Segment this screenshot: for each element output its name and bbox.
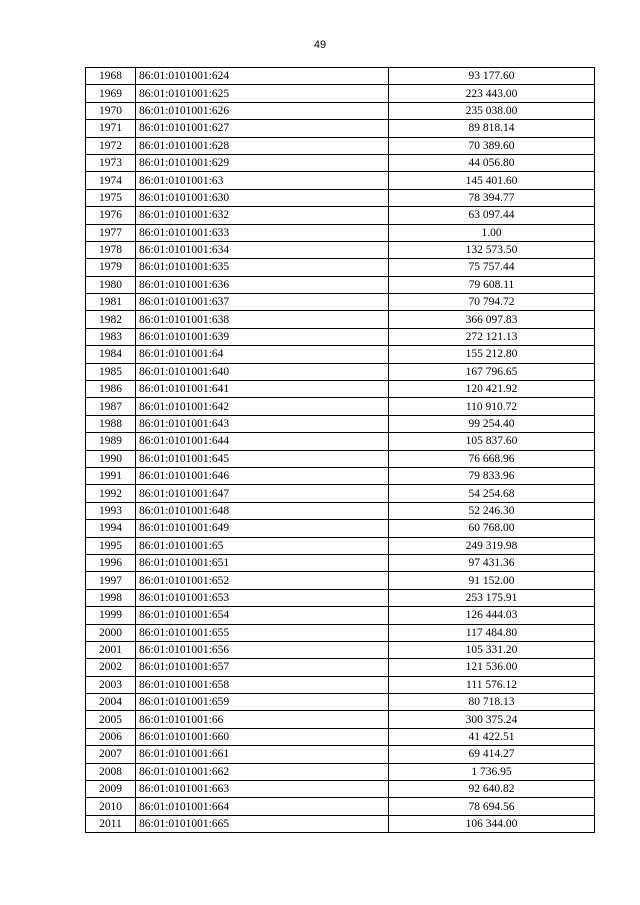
table-row xyxy=(86,520,595,537)
row-number: 2000 xyxy=(86,624,136,641)
row-number: 1980 xyxy=(86,276,136,293)
table-row xyxy=(86,659,595,676)
cadastral-number: 86:01:0101001:649 xyxy=(136,520,389,537)
cadastral-value-table xyxy=(85,67,595,833)
table-row xyxy=(86,485,595,502)
row-number: 2007 xyxy=(86,746,136,763)
cadastral-number: 86:01:0101001:627 xyxy=(136,120,389,137)
cadastral-value: 105 837.60 xyxy=(389,433,595,450)
row-number: 1969 xyxy=(86,85,136,102)
cadastral-number: 86:01:0101001:665 xyxy=(136,815,389,832)
cadastral-number: 86:01:0101001:644 xyxy=(136,433,389,450)
cadastral-number: 86:01:0101001:63 xyxy=(136,172,389,189)
table-row xyxy=(86,572,595,589)
cadastral-number: 86:01:0101001:645 xyxy=(136,450,389,467)
cadastral-number: 86:01:0101001:657 xyxy=(136,659,389,676)
row-number: 1988 xyxy=(86,415,136,432)
row-number: 1972 xyxy=(86,137,136,154)
cadastral-value: 63 097.44 xyxy=(389,207,595,224)
table-row xyxy=(86,259,595,276)
table-row xyxy=(86,346,595,363)
cadastral-number: 86:01:0101001:659 xyxy=(136,694,389,711)
cadastral-number: 86:01:0101001:638 xyxy=(136,311,389,328)
table-row xyxy=(86,589,595,606)
table-row xyxy=(86,502,595,519)
cadastral-value: 60 768.00 xyxy=(389,520,595,537)
cadastral-number: 86:01:0101001:64 xyxy=(136,346,389,363)
row-number: 1982 xyxy=(86,311,136,328)
table-row xyxy=(86,207,595,224)
cadastral-value: 78 394.77 xyxy=(389,189,595,206)
row-number: 1993 xyxy=(86,502,136,519)
cadastral-value: 76 668.96 xyxy=(389,450,595,467)
cadastral-number: 86:01:0101001:632 xyxy=(136,207,389,224)
cadastral-value: 1.00 xyxy=(389,224,595,241)
row-number: 1986 xyxy=(86,381,136,398)
cadastral-value: 110 910.72 xyxy=(389,398,595,415)
cadastral-value: 126 444.03 xyxy=(389,607,595,624)
cadastral-value: 300 375.24 xyxy=(389,711,595,728)
row-number: 1968 xyxy=(86,68,136,85)
table-row xyxy=(86,641,595,658)
table-row xyxy=(86,328,595,345)
table-row xyxy=(86,415,595,432)
cadastral-number: 86:01:0101001:654 xyxy=(136,607,389,624)
cadastral-value: 75 757.44 xyxy=(389,259,595,276)
cadastral-number: 86:01:0101001:628 xyxy=(136,137,389,154)
cadastral-number: 86:01:0101001:639 xyxy=(136,328,389,345)
table-row xyxy=(86,398,595,415)
cadastral-value: 41 422.51 xyxy=(389,728,595,745)
table-body xyxy=(86,68,595,833)
cadastral-value: 70 794.72 xyxy=(389,294,595,311)
table-row xyxy=(86,276,595,293)
cadastral-number: 86:01:0101001:640 xyxy=(136,363,389,380)
cadastral-value: 89 818.14 xyxy=(389,120,595,137)
cadastral-number: 86:01:0101001:642 xyxy=(136,398,389,415)
table-row xyxy=(86,189,595,206)
cadastral-number: 86:01:0101001:660 xyxy=(136,728,389,745)
table-row xyxy=(86,763,595,780)
cadastral-number: 86:01:0101001:641 xyxy=(136,381,389,398)
cadastral-value: 235 038.00 xyxy=(389,102,595,119)
cadastral-value: 80 718.13 xyxy=(389,694,595,711)
table-row xyxy=(86,450,595,467)
cadastral-value: 44 056.80 xyxy=(389,154,595,171)
cadastral-number: 86:01:0101001:625 xyxy=(136,85,389,102)
table-row xyxy=(86,85,595,102)
cadastral-value: 132 573.50 xyxy=(389,241,595,258)
row-number: 1985 xyxy=(86,363,136,380)
table-row xyxy=(86,537,595,554)
table-row xyxy=(86,224,595,241)
row-number: 2011 xyxy=(86,815,136,832)
cadastral-value: 99 254.40 xyxy=(389,415,595,432)
row-number: 1987 xyxy=(86,398,136,415)
row-number: 2001 xyxy=(86,641,136,658)
table-row xyxy=(86,154,595,171)
row-number: 2004 xyxy=(86,694,136,711)
row-number: 1997 xyxy=(86,572,136,589)
row-number: 1991 xyxy=(86,467,136,484)
cadastral-number: 86:01:0101001:658 xyxy=(136,676,389,693)
cadastral-number: 86:01:0101001:635 xyxy=(136,259,389,276)
table-row xyxy=(86,294,595,311)
cadastral-value: 249 319.98 xyxy=(389,537,595,554)
table-row xyxy=(86,68,595,85)
row-number: 1975 xyxy=(86,189,136,206)
table-row xyxy=(86,815,595,832)
table-row xyxy=(86,798,595,815)
cadastral-value: 145 401.60 xyxy=(389,172,595,189)
row-number: 1994 xyxy=(86,520,136,537)
row-number: 2008 xyxy=(86,763,136,780)
cadastral-number: 86:01:0101001:624 xyxy=(136,68,389,85)
row-number: 1981 xyxy=(86,294,136,311)
table-row xyxy=(86,172,595,189)
cadastral-value: 167 796.65 xyxy=(389,363,595,380)
cadastral-number: 86:01:0101001:637 xyxy=(136,294,389,311)
cadastral-number: 86:01:0101001:653 xyxy=(136,589,389,606)
cadastral-value: 223 443.00 xyxy=(389,85,595,102)
row-number: 1984 xyxy=(86,346,136,363)
row-number: 1971 xyxy=(86,120,136,137)
row-number: 1983 xyxy=(86,328,136,345)
cadastral-number: 86:01:0101001:662 xyxy=(136,763,389,780)
cadastral-value: 52 246.30 xyxy=(389,502,595,519)
cadastral-value: 70 389.60 xyxy=(389,137,595,154)
cadastral-number: 86:01:0101001:629 xyxy=(136,154,389,171)
table-row xyxy=(86,137,595,154)
row-number: 1978 xyxy=(86,241,136,258)
cadastral-number: 86:01:0101001:656 xyxy=(136,641,389,658)
row-number: 1979 xyxy=(86,259,136,276)
cadastral-value: 91 152.00 xyxy=(389,572,595,589)
cadastral-number: 86:01:0101001:634 xyxy=(136,241,389,258)
cadastral-number: 86:01:0101001:630 xyxy=(136,189,389,206)
table-row xyxy=(86,711,595,728)
cadastral-number: 86:01:0101001:663 xyxy=(136,781,389,798)
cadastral-value: 366 097.83 xyxy=(389,311,595,328)
table-row xyxy=(86,381,595,398)
row-number: 1999 xyxy=(86,607,136,624)
cadastral-number: 86:01:0101001:661 xyxy=(136,746,389,763)
row-number: 2005 xyxy=(86,711,136,728)
cadastral-number: 86:01:0101001:633 xyxy=(136,224,389,241)
cadastral-number: 86:01:0101001:664 xyxy=(136,798,389,815)
cadastral-value: 272 121.13 xyxy=(389,328,595,345)
cadastral-value: 92 640.82 xyxy=(389,781,595,798)
cadastral-value: 105 331.20 xyxy=(389,641,595,658)
row-number: 1992 xyxy=(86,485,136,502)
table-row xyxy=(86,363,595,380)
row-number: 1973 xyxy=(86,154,136,171)
row-number: 1977 xyxy=(86,224,136,241)
cadastral-value: 79 833.96 xyxy=(389,467,595,484)
cadastral-value: 79 608.11 xyxy=(389,276,595,293)
cadastral-value: 97 431.36 xyxy=(389,554,595,571)
cadastral-value: 117 484.80 xyxy=(389,624,595,641)
cadastral-number: 86:01:0101001:652 xyxy=(136,572,389,589)
cadastral-number: 86:01:0101001:636 xyxy=(136,276,389,293)
row-number: 1995 xyxy=(86,537,136,554)
table-row xyxy=(86,554,595,571)
row-number: 1990 xyxy=(86,450,136,467)
page-number: 49 xyxy=(313,39,327,51)
cadastral-number: 86:01:0101001:643 xyxy=(136,415,389,432)
table-row xyxy=(86,624,595,641)
cadastral-value: 253 175.91 xyxy=(389,589,595,606)
cadastral-number: 86:01:0101001:65 xyxy=(136,537,389,554)
row-number: 1989 xyxy=(86,433,136,450)
row-number: 2003 xyxy=(86,676,136,693)
table-row xyxy=(86,120,595,137)
cadastral-value: 69 414.27 xyxy=(389,746,595,763)
row-number: 2010 xyxy=(86,798,136,815)
cadastral-number: 86:01:0101001:646 xyxy=(136,467,389,484)
cadastral-value: 78 694.56 xyxy=(389,798,595,815)
table-row xyxy=(86,241,595,258)
table-row xyxy=(86,694,595,711)
row-number: 1998 xyxy=(86,589,136,606)
row-number: 1996 xyxy=(86,554,136,571)
cadastral-number: 86:01:0101001:648 xyxy=(136,502,389,519)
cadastral-number: 86:01:0101001:626 xyxy=(136,102,389,119)
table-row xyxy=(86,102,595,119)
cadastral-value: 93 177.60 xyxy=(389,68,595,85)
row-number: 2009 xyxy=(86,781,136,798)
table-row xyxy=(86,781,595,798)
table-row xyxy=(86,433,595,450)
cadastral-number: 86:01:0101001:647 xyxy=(136,485,389,502)
cadastral-number: 86:01:0101001:66 xyxy=(136,711,389,728)
cadastral-value: 120 421.92 xyxy=(389,381,595,398)
table-row xyxy=(86,607,595,624)
table-row xyxy=(86,311,595,328)
cadastral-value: 54 254.68 xyxy=(389,485,595,502)
table-row xyxy=(86,467,595,484)
cadastral-number: 86:01:0101001:651 xyxy=(136,554,389,571)
table-row xyxy=(86,728,595,745)
row-number: 1976 xyxy=(86,207,136,224)
table-row xyxy=(86,676,595,693)
row-number: 2006 xyxy=(86,728,136,745)
row-number: 1970 xyxy=(86,102,136,119)
row-number: 1974 xyxy=(86,172,136,189)
cadastral-value: 1 736.95 xyxy=(389,763,595,780)
table-row xyxy=(86,746,595,763)
cadastral-value: 111 576.12 xyxy=(389,676,595,693)
cadastral-value: 106 344.00 xyxy=(389,815,595,832)
row-number: 2002 xyxy=(86,659,136,676)
cadastral-value: 155 212.80 xyxy=(389,346,595,363)
cadastral-value: 121 536.00 xyxy=(389,659,595,676)
cadastral-number: 86:01:0101001:655 xyxy=(136,624,389,641)
